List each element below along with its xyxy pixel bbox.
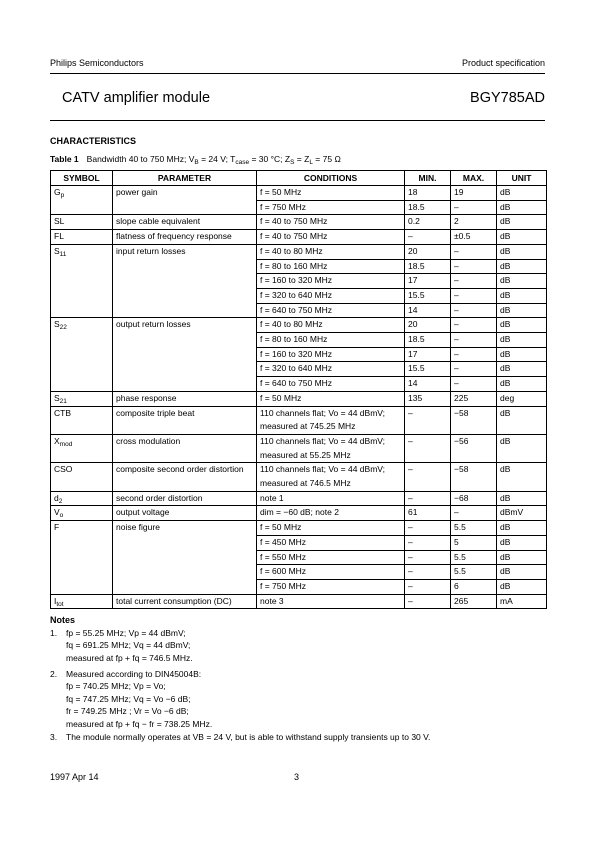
conditions-cell: f = 600 MHz	[257, 565, 405, 580]
document-title: CATV amplifier module	[62, 90, 211, 106]
unit-cell: dB	[497, 535, 547, 550]
title-rule	[50, 120, 545, 121]
symbol-subscript: 2	[58, 497, 63, 505]
unit-cell: dB	[497, 318, 547, 333]
table-row	[51, 594, 547, 609]
symbol-subscript: 11	[59, 250, 67, 258]
notes-heading: Notes	[50, 615, 76, 625]
min-cell: 15.5	[405, 288, 451, 303]
max-cell: 5.5	[451, 565, 497, 580]
symbol-subscript: mod	[59, 440, 73, 448]
unit-cell: dB	[497, 406, 547, 434]
symbol-text: S	[54, 392, 60, 403]
parameter-cell: noise figure	[113, 521, 257, 595]
note-item	[50, 668, 212, 730]
symbol-text: S	[54, 245, 60, 256]
symbol-text: FL	[54, 231, 64, 242]
symbol-subscript: o	[59, 512, 64, 520]
unit-cell: dB	[497, 288, 547, 303]
table-row	[51, 230, 547, 245]
max-cell: −56	[451, 434, 497, 462]
symbol-subscript: 22	[59, 324, 67, 332]
col-header-unit: UNIT	[497, 171, 547, 186]
caption-text: Bandwidth 40 to 750 MHz; $V_B = 24$ V; $T_{case} = 30$ °C; $Z_S = Z_L = 75$ Ω	[86, 154, 341, 166]
symbol-cell	[51, 215, 113, 230]
max-cell: –	[451, 259, 497, 274]
max-cell: –	[451, 347, 497, 362]
unit-cell: dB	[497, 259, 547, 274]
max-cell: 225	[451, 391, 497, 406]
conditions-cell: f = 160 to 320 MHz	[257, 347, 405, 362]
conditions-cell: f = 80 to 160 MHz	[257, 333, 405, 348]
max-cell: 5.5	[451, 550, 497, 565]
min-cell: 135	[405, 391, 451, 406]
note-number: 2.	[50, 669, 58, 679]
min-cell: 17	[405, 274, 451, 289]
parameter-cell: power gain	[113, 186, 257, 215]
table-header-row	[51, 171, 547, 186]
section-heading: CHARACTERISTICS	[50, 136, 137, 146]
parameter-cell: output return losses	[113, 318, 257, 392]
conditions-cell: dim = −60 dB; note 2	[257, 506, 405, 521]
min-cell: 18.5	[405, 333, 451, 348]
conditions-cell: f = 40 to 80 MHz	[257, 244, 405, 259]
unit-cell: dBmV	[497, 506, 547, 521]
max-cell: –	[451, 318, 497, 333]
note-item	[50, 627, 193, 664]
note-line: fq = 747.25 MHz; Vq = Vo −6 dB;	[66, 693, 191, 704]
max-cell: 5	[451, 535, 497, 550]
max-cell: –	[451, 333, 497, 348]
min-cell: 14	[405, 303, 451, 318]
note-item	[50, 731, 430, 743]
min-cell: –	[405, 535, 451, 550]
unit-cell: dB	[497, 579, 547, 594]
conditions-cell: f = 320 to 640 MHz	[257, 288, 405, 303]
symbol-text: F	[54, 522, 60, 533]
min-cell: 61	[405, 506, 451, 521]
unit-cell: mA	[497, 594, 547, 609]
characteristics-table	[50, 170, 547, 609]
conditions-cell: f = 50 MHz	[257, 391, 405, 406]
max-cell: 5.5	[451, 521, 497, 536]
unit-cell: dB	[497, 274, 547, 289]
parameter-cell: slope cable equivalent	[113, 215, 257, 230]
min-cell: –	[405, 594, 451, 609]
conditions-cell: f = 50 MHz	[257, 186, 405, 201]
conditions-cell: f = 450 MHz	[257, 535, 405, 550]
max-cell: –	[451, 288, 497, 303]
min-cell: –	[405, 579, 451, 594]
unit-cell: dB	[497, 215, 547, 230]
max-cell: −58	[451, 463, 497, 491]
unit-cell: dB	[497, 347, 547, 362]
max-cell: 265	[451, 594, 497, 609]
symbol-cell	[51, 434, 113, 462]
parameter-cell: total current consumption (DC)	[113, 594, 257, 609]
page-number: 3	[294, 772, 300, 782]
conditions-cell: f = 40 to 750 MHz	[257, 230, 405, 245]
col-header-symbol: SYMBOL	[51, 171, 113, 186]
col-header-max: MAX.	[451, 171, 497, 186]
parameter-cell: second order distortion	[113, 491, 257, 506]
min-cell: –	[405, 406, 451, 434]
note-number: 1.	[50, 628, 58, 638]
col-header-min: MIN.	[405, 171, 451, 186]
symbol-text: V	[54, 507, 60, 518]
unit-cell: dB	[497, 434, 547, 462]
conditions-cell: f = 750 MHz	[257, 200, 405, 215]
conditions-cell: f = 640 to 750 MHz	[257, 303, 405, 318]
min-cell: –	[405, 230, 451, 245]
col-header-conditions: CONDITIONS	[257, 171, 405, 186]
note-line: measured at fp + fq − fr = 738.25 MHz.	[66, 718, 213, 729]
note-line: fp = 55.25 MHz; Vp = 44 dBmV;	[66, 628, 186, 638]
unit-cell: dB	[497, 333, 547, 348]
min-cell: 20	[405, 318, 451, 333]
symbol-text: G	[54, 187, 61, 197]
min-cell: –	[405, 434, 451, 462]
table-row	[51, 318, 547, 333]
symbol-subscript: 21	[59, 397, 67, 405]
min-cell: 18.5	[405, 259, 451, 274]
table-row	[51, 186, 547, 201]
parameter-cell: output voltage	[113, 506, 257, 521]
min-cell: –	[405, 463, 451, 491]
symbol-text: CTB	[54, 407, 71, 418]
unit-cell: dB	[497, 521, 547, 536]
min-cell: 14	[405, 377, 451, 392]
header-rule	[50, 73, 545, 74]
max-cell: –	[451, 377, 497, 392]
conditions-cell: f = 40 to 750 MHz	[257, 215, 405, 230]
max-cell: –	[451, 506, 497, 521]
conditions-cell: f = 550 MHz	[257, 550, 405, 565]
parameter-cell: input return losses	[113, 244, 257, 318]
min-cell: 18.5	[405, 200, 451, 215]
min-cell: 0.2	[405, 215, 451, 230]
parameter-cell: flatness of frequency response	[113, 230, 257, 245]
table-row	[51, 391, 547, 406]
conditions-cell: 110 channels flat; Vo = 44 dBmV; measured at 55.25 MHz	[257, 434, 405, 462]
min-cell: 15.5	[405, 362, 451, 377]
unit-cell: dB	[497, 230, 547, 245]
symbol-cell	[51, 463, 113, 491]
unit-cell: dB	[497, 303, 547, 318]
min-cell: –	[405, 550, 451, 565]
min-cell: 18	[405, 186, 451, 201]
parameter-cell: phase response	[113, 391, 257, 406]
unit-cell: dB	[497, 463, 547, 491]
footer-date: 1997 Apr 14	[50, 772, 99, 782]
note-line: Measured according to DIN45004B:	[66, 669, 202, 679]
unit-cell: dB	[497, 377, 547, 392]
note-line: fp = 740.25 MHz; Vp = Vo;	[66, 681, 166, 692]
note-line: fr = 749.25 MHz ; Vr = Vo −6 dB;	[66, 706, 189, 717]
table-row	[51, 491, 547, 506]
table-row	[51, 215, 547, 230]
max-cell: 2	[451, 215, 497, 230]
symbol-text: d	[54, 492, 59, 503]
symbol-text: SL	[54, 216, 65, 227]
min-cell: –	[405, 521, 451, 536]
unit-cell: dB	[497, 565, 547, 580]
symbol-text: S	[54, 319, 60, 330]
conditions-cell: f = 40 to 80 MHz	[257, 318, 405, 333]
table-label: Table 1	[50, 154, 79, 164]
company-name: Philips Semiconductors	[50, 58, 144, 68]
symbol-subscript: p	[60, 192, 65, 199]
max-cell: −68	[451, 491, 497, 506]
unit-cell: dB	[497, 200, 547, 215]
parameter-cell: composite second order distortion	[113, 463, 257, 491]
table-row	[51, 506, 547, 521]
symbol-cell	[51, 491, 113, 506]
symbol-cell	[51, 594, 113, 609]
conditions-cell: note 1	[257, 491, 405, 506]
conditions-cell: f = 320 to 640 MHz	[257, 362, 405, 377]
col-header-parameter: PARAMETER	[113, 171, 257, 186]
symbol-cell	[51, 318, 113, 392]
min-cell: –	[405, 491, 451, 506]
note-line: measured at fp + fq = 746.5 MHz.	[66, 652, 193, 663]
conditions-cell: note 3	[257, 594, 405, 609]
max-cell: 6	[451, 579, 497, 594]
note-line: The module normally operates at VB = 24 V, but is able to withstand supply transients up to 30 V.	[66, 732, 431, 742]
symbol-cell	[51, 230, 113, 245]
symbol-cell	[51, 186, 113, 215]
min-cell: 17	[405, 347, 451, 362]
symbol-cell	[51, 521, 113, 595]
conditions-cell: 110 channels flat; Vo = 44 dBmV; measured at 745.25 MHz	[257, 406, 405, 434]
parameter-cell: composite triple beat	[113, 406, 257, 434]
table-row	[51, 521, 547, 536]
note-number: 3.	[50, 732, 58, 742]
symbol-cell	[51, 506, 113, 521]
symbol-subscript: tot	[56, 600, 64, 608]
document-type: Product specification	[461, 58, 545, 68]
symbol-cell	[51, 406, 113, 434]
conditions-cell: 110 channels flat; Vo = 44 dBmV; measured at 746.5 MHz	[257, 463, 405, 491]
max-cell: –	[451, 244, 497, 259]
unit-cell: dB	[497, 186, 547, 201]
part-number: BGY785AD	[470, 90, 545, 106]
unit-cell: dB	[497, 362, 547, 377]
symbol-cell	[51, 391, 113, 406]
conditions-cell: f = 750 MHz	[257, 579, 405, 594]
conditions-cell: f = 160 to 320 MHz	[257, 274, 405, 289]
table-row	[51, 244, 547, 259]
unit-cell: dB	[497, 550, 547, 565]
table-row	[51, 463, 547, 491]
table-row	[51, 434, 547, 462]
conditions-cell: f = 50 MHz	[257, 521, 405, 536]
unit-cell: deg	[497, 391, 547, 406]
max-cell: 19	[451, 186, 497, 201]
conditions-cell: f = 80 to 160 MHz	[257, 259, 405, 274]
unit-cell: dB	[497, 491, 547, 506]
unit-cell: dB	[497, 244, 547, 259]
max-cell: –	[451, 274, 497, 289]
max-cell: ±0.5	[451, 230, 497, 245]
conditions-cell: f = 640 to 750 MHz	[257, 377, 405, 392]
max-cell: –	[451, 362, 497, 377]
table-row	[51, 406, 547, 434]
table-caption	[50, 154, 341, 164]
min-cell: –	[405, 565, 451, 580]
note-line: fq = 691.25 MHz; Vq = 44 dBmV;	[66, 640, 191, 651]
min-cell: 20	[405, 244, 451, 259]
symbol-text: CSO	[54, 464, 73, 475]
symbol-text: X	[54, 435, 60, 446]
max-cell: –	[451, 303, 497, 318]
max-cell: –	[451, 200, 497, 215]
parameter-cell: cross modulation	[113, 434, 257, 462]
symbol-text: I	[54, 595, 57, 606]
max-cell: −58	[451, 406, 497, 434]
symbol-cell	[51, 244, 113, 318]
